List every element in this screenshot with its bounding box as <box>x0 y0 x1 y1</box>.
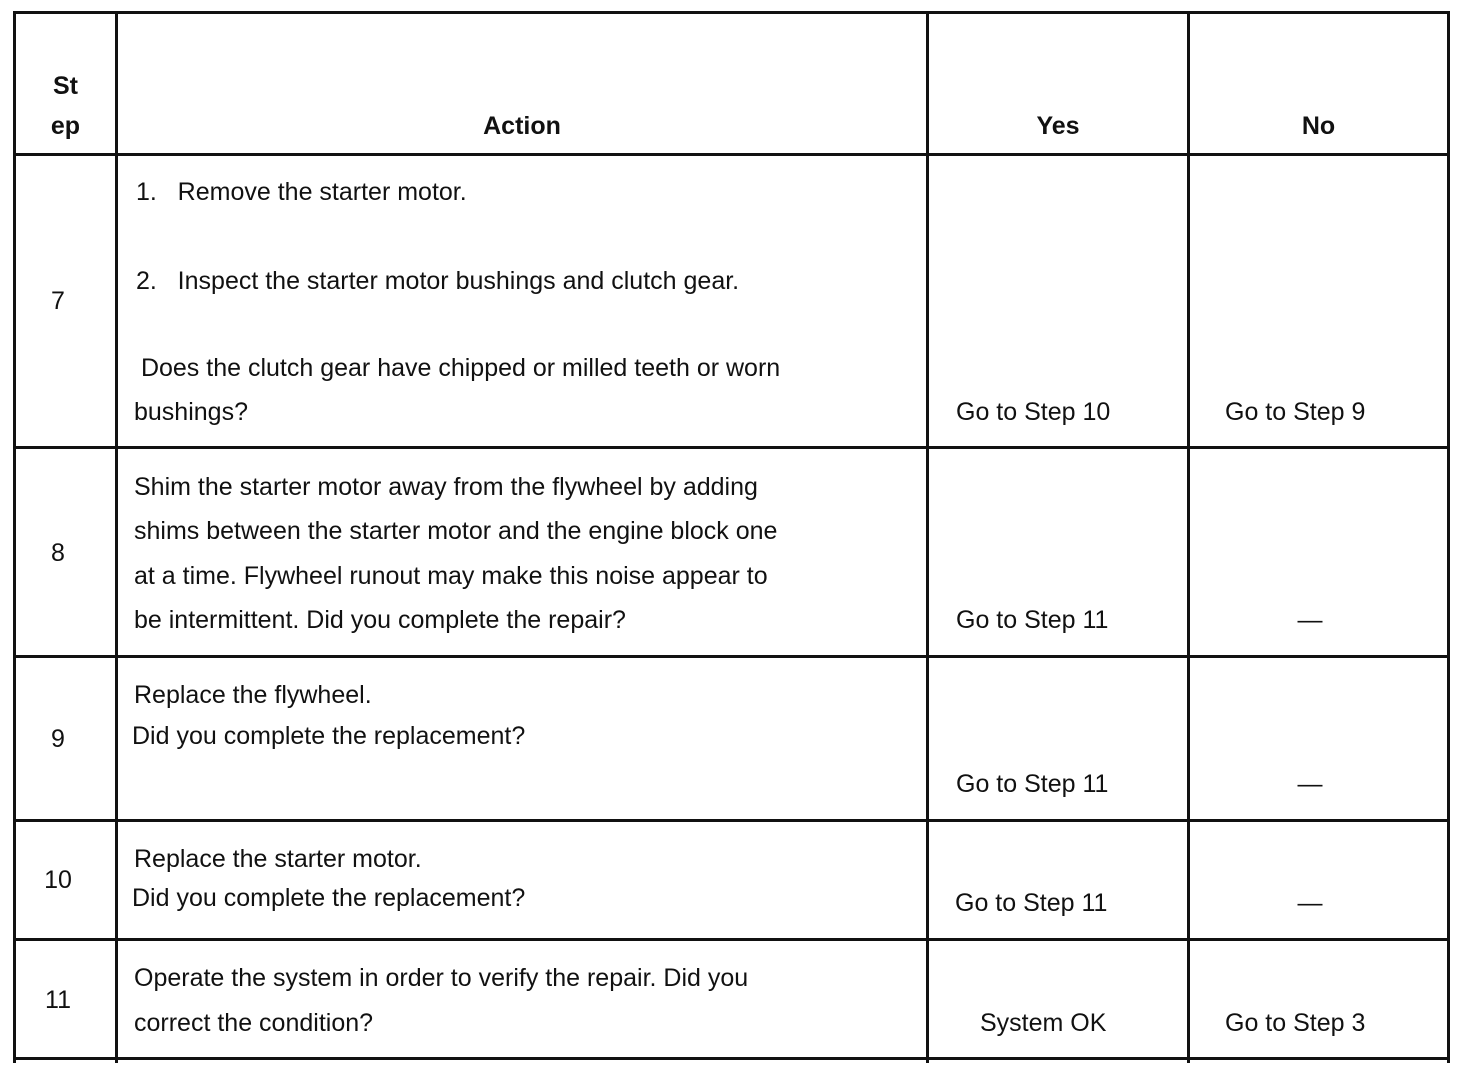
row-11-no: Go to Step 3 <box>1225 1009 1366 1037</box>
row-11-yes: System OK <box>980 1009 1107 1037</box>
rule-header-bottom <box>13 153 1450 156</box>
row-8-action-line-1: Shim the starter motor away from the flywheel by adding <box>134 473 758 501</box>
row-7-step: 7 <box>51 287 65 315</box>
row-7-action-line-3: Does the clutch gear have chipped or milled teeth or worn <box>134 354 781 382</box>
header-step-line1: St <box>53 72 78 100</box>
rule-row-9-bottom <box>13 819 1450 822</box>
row-10-action-line-2: Did you complete the replacement? <box>132 884 526 912</box>
row-10-action-line-1: Replace the starter motor. <box>134 845 422 873</box>
row-7-no: Go to Step 9 <box>1225 398 1366 426</box>
row-9-yes: Go to Step 11 <box>956 770 1109 798</box>
rule-left <box>13 11 16 1063</box>
row-9-action-line-2: Did you complete the replacement? <box>132 722 526 750</box>
row-11-action-line-1: Operate the system in order to verify the repair. Did you <box>134 964 749 992</box>
rule-row-7-bottom <box>13 446 1450 449</box>
header-yes: Yes <box>1036 112 1080 140</box>
rule-row-10-bottom <box>13 938 1450 941</box>
row-8-action-line-4: be intermittent. Did you complete the repair? <box>134 606 626 634</box>
row-7-action-line-1: 1. Remove the starter motor. <box>136 178 467 206</box>
row-9-step: 9 <box>51 725 65 753</box>
row-7-action-line-2: 2. Inspect the starter motor bushings and clutch gear. <box>136 267 740 295</box>
row-7-yes: Go to Step 10 <box>956 398 1111 426</box>
row-11-action-line-2: correct the condition? <box>134 1009 374 1037</box>
row-9-no: — <box>1297 770 1323 798</box>
row-10-yes: Go to Step 11 <box>955 889 1108 917</box>
row-10-no: — <box>1297 889 1323 917</box>
row-11-step: 11 <box>45 986 71 1014</box>
row-8-yes: Go to Step 11 <box>956 606 1109 634</box>
rule-row-8-bottom <box>13 655 1450 658</box>
row-8-step: 8 <box>51 539 65 567</box>
row-7-action-line-4: bushings? <box>134 398 248 426</box>
rule-step-action <box>115 11 118 1063</box>
rule-bottom <box>13 1057 1450 1060</box>
row-9-action-line-1: Replace the flywheel. <box>134 681 372 709</box>
row-8-action-line-3: at a time. Flywheel runout may make this noise appear to <box>134 562 768 590</box>
rule-right <box>1447 11 1450 1063</box>
rule-top <box>13 11 1450 14</box>
rule-yes-no <box>1187 11 1190 1063</box>
row-10-step: 10 <box>44 866 72 894</box>
rule-action-yes <box>926 11 929 1063</box>
row-8-no: — <box>1297 606 1323 634</box>
header-step-line2: ep <box>50 112 81 140</box>
row-8-action-line-2: shims between the starter motor and the engine block one <box>134 517 778 545</box>
header-action: Action <box>483 112 561 140</box>
header-no: No <box>1301 112 1336 140</box>
